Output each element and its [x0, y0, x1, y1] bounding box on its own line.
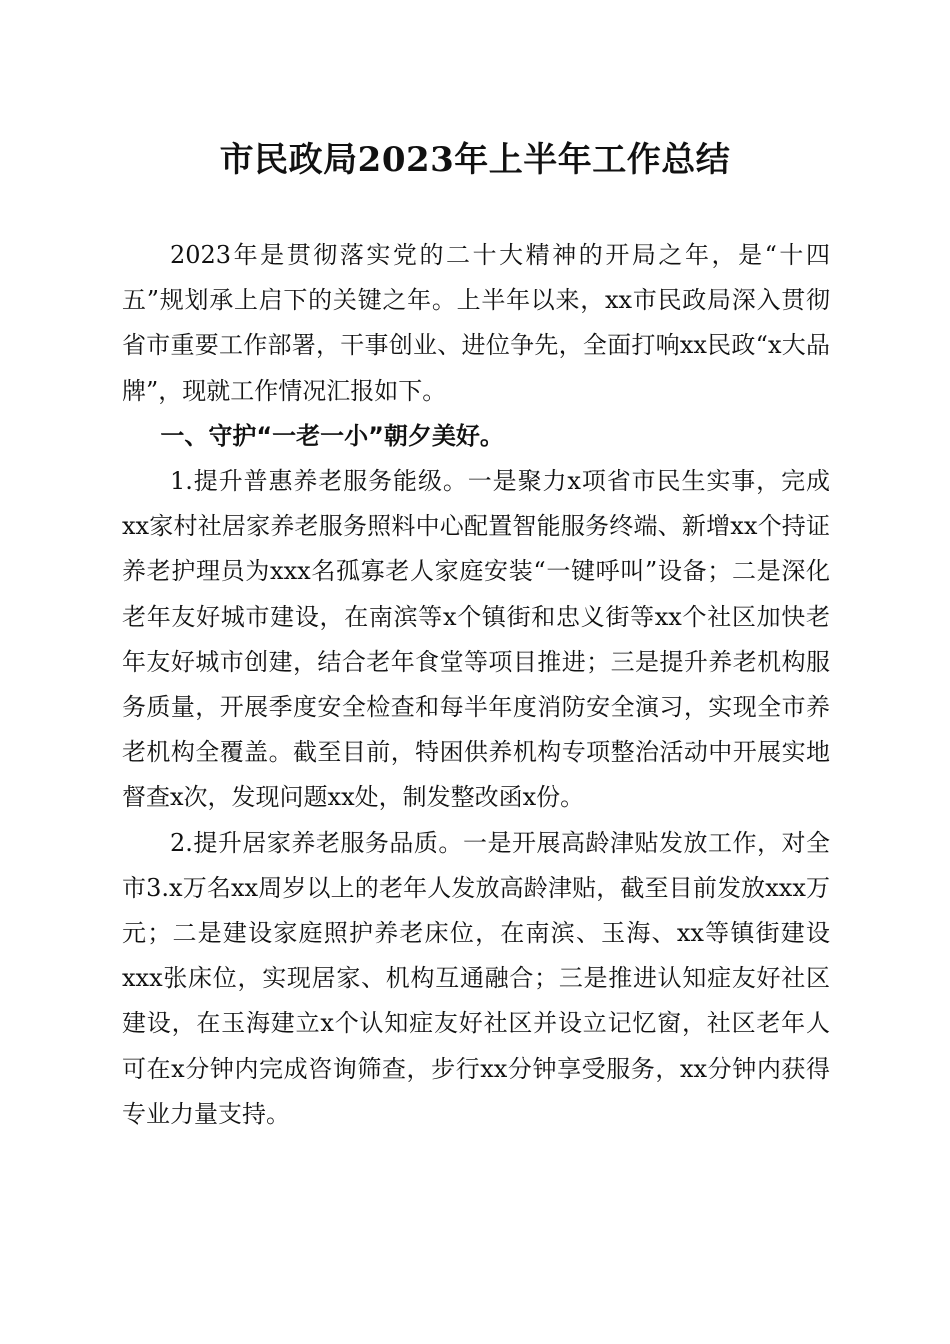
section-heading: 一、守护“一老一小”朝夕美好。: [160, 421, 504, 450]
body-paragraph-1: 1.提升普惠养老服务能级。一是聚力x项省市民生实事，完成xx家村社居家养老服务照料中心配置智能服务终端、新增xx个持证养老护理员为xxx名孤寡老人家庭安装“一键呼叫”设备；二是深化老年友好城市建设，在南滨等x个镇街和忠义街等xx个社区加快老年友好城市创建，结合老年食堂等项目推进；三是提升养老机构服务质量，开展季度安全检查和每半年度消防安全演习，实现全市养老机构全覆盖。截至目前，特困供养机构专项整治活动中开展实地督查x次，发现问题xx处，制发整改函x份。: [122, 467, 830, 812]
body-paragraph-2: 2.提升居家养老服务品质。一是开展高龄津贴发放工作，对全市3.x万名xx周岁以上的老年人发放高龄津贴，截至目前发放xxx万元；二是建设家庭照护养老床位，在南滨、玉海、xx等镇街建设xxx张床位，实现居家、机构互通融合；三是推进认知症友好社区建设，在玉海建立x个认知症友好社区并设立记忆窗，社区老年人可在x分钟内完成咨询筛查，步行xx分钟享受服务，xx分钟内获得专业力量支持。: [122, 828, 830, 1128]
intro-paragraph: 2023年是贯彻落实党的二十大精神的开局之年，是“十四五”规划承上启下的关键之年。上半年以来，xx市民政局深入贯彻省市重要工作部署，干事创业、进位争先，全面打响xx民政“x大品牌”，现就工作情况汇报如下。: [122, 241, 830, 405]
document-body: [122, 233, 830, 1137]
document-title: 市民政局2023年上半年工作总结: [219, 140, 731, 180]
